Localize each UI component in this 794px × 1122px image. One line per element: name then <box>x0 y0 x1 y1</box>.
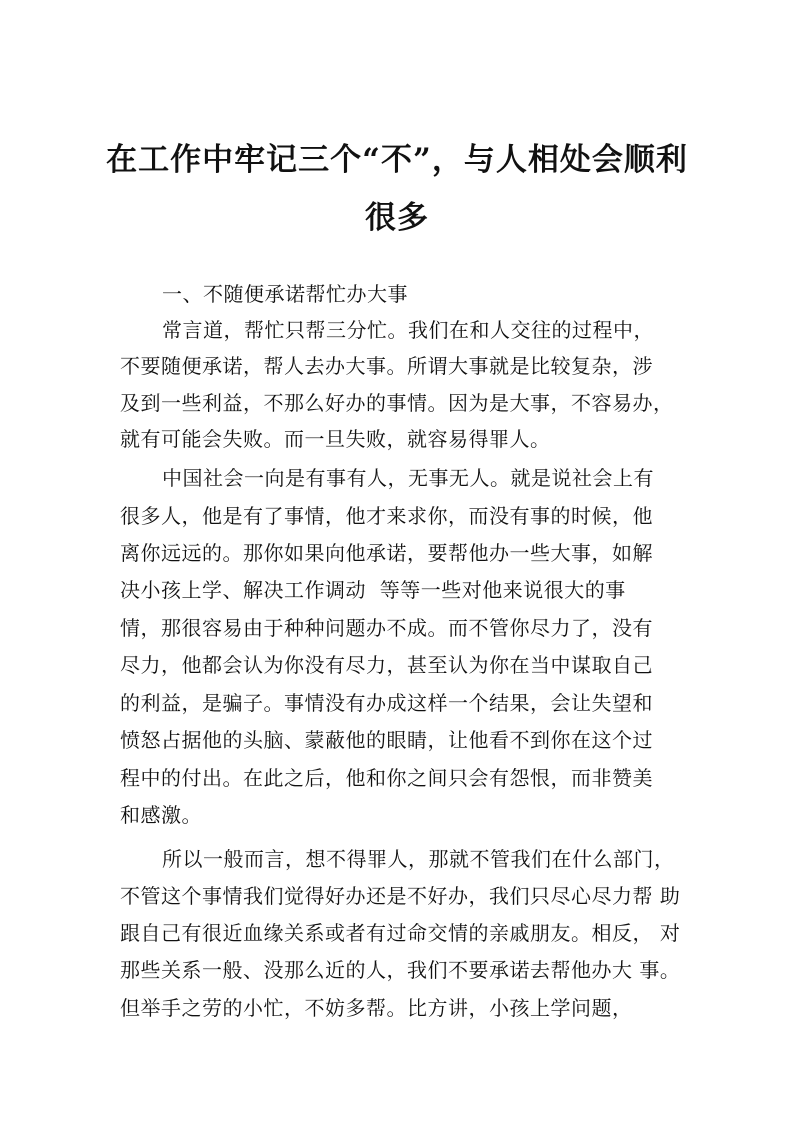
paragraph-line: 常言道，帮忙只帮三分忙。我们在和人交往的过程中， <box>162 318 654 342</box>
document-title-line-1: 在工作中牢记三个“不”，与人相处会顺利 <box>106 142 688 178</box>
paragraph-line: 的利益，是骗子。事情没有办成这样一个结果，会让失望和 <box>120 691 653 715</box>
paragraph-line: 但举手之劳的小忙，不妨多帮。比方讲，小孩上学问题， <box>120 996 633 1020</box>
paragraph-line: 中国社会一向是有事有人，无事无人。就是说社会上有 <box>162 466 654 490</box>
paragraph-line: 尽力，他都会认为你没有尽力，甚至认为你在当中谋取自己 <box>120 653 653 677</box>
section-heading-1: 一、不随便承诺帮忙办大事 <box>162 282 408 306</box>
paragraph-line: 就有可能会失败。而一旦失败，就容易得罪人。 <box>120 427 551 451</box>
paragraph-line: 情，那很容易由于种种问题办不成。而不管你尽力了，没有 <box>120 616 653 640</box>
paragraph-line: 不要随便承诺，帮人去办大事。所谓大事就是比较复杂，涉 <box>120 354 653 378</box>
paragraph-line: 愤怒占据他的头脑、蒙蔽他的眼睛，让他看不到你在这个过 <box>120 728 653 752</box>
paragraph-line: 及到一些利益，不那么好办的事情。因为是大事，不容易办， <box>120 391 674 415</box>
paragraph-line: 那些关系一般、没那么近的人，我们不要承诺去帮他办大 事。 <box>120 958 681 982</box>
paragraph-line: 所以一般而言，想不得罪人，那就不管我们在什么部门， <box>162 847 675 871</box>
paragraph-line: 不管这个事情我们觉得好办还是不好办，我们只尽心尽力帮 助 <box>120 884 681 908</box>
paragraph-line: 很多人，他是有了事情，他才来求你，而没有事的时候，他 <box>120 504 653 528</box>
paragraph-line: 程中的付出。在此之后，他和你之间只会有怨恨，而非赞美 <box>120 766 653 790</box>
document-title-line-2: 很多 <box>365 200 429 236</box>
paragraph-line: 决小孩上学、解决工作调动 等等一些对他来说很大的事 <box>120 578 626 602</box>
paragraph-line: 离你远远的。那你如果向他承诺，要帮他办一些大事，如解 <box>120 541 653 565</box>
paragraph-line: 和感激。 <box>120 803 202 827</box>
paragraph-line: 跟自己有很近血缘关系或者有过命交情的亲戚朋友。相反， 对 <box>120 921 681 945</box>
